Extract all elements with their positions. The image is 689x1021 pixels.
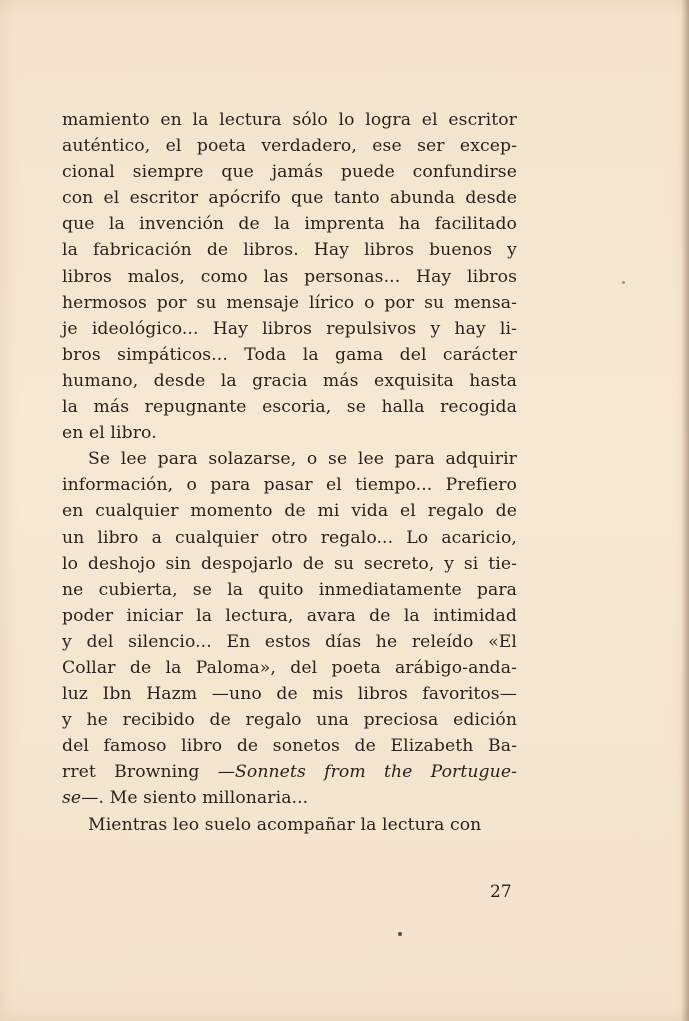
text-line: auténtico, el poeta verdadero, ese ser excep- — [62, 136, 517, 157]
text-line: poder iniciar la lectura, avara de la intimidad — [62, 605, 517, 626]
text-line: en el libro. — [62, 423, 157, 444]
text-line: ne cubierta, se la quito inmediatamente para — [62, 579, 517, 600]
page-number: 27 — [490, 882, 512, 902]
text-line: Mientras leo suelo acompañar la lectura con — [88, 814, 482, 835]
text-line: y he recibido de regalo una preciosa edición — [62, 710, 517, 731]
text-line: hermosos por su mensaje lírico o por su mensa- — [62, 292, 517, 313]
text-line: información, o para pasar el tiempo... Prefiero — [62, 475, 517, 496]
text-line: con el escritor apócrifo que tanto abunda desde — [62, 188, 517, 209]
text-line: Se lee para solazarse, o se lee para adquirir — [88, 449, 517, 470]
text-line: mamiento en la lectura sólo lo logra el escritor — [62, 110, 517, 130]
book-title-italic-end: se — [62, 788, 82, 809]
text-line: en cualquier momento de mi vida el regalo de — [62, 501, 517, 522]
text-line: Collar de la Paloma», del poeta arábigo-anda- — [62, 657, 517, 678]
text-line — [62, 785, 517, 811]
text-line: que la invención de la imprenta ha facilitado — [62, 214, 517, 235]
body-text — [62, 107, 517, 838]
text-line: la más repugnante escoria, se halla recogida — [62, 397, 517, 418]
text-segment: rret Browning — — [62, 762, 236, 783]
text-line: bros simpáticos... Toda la gama del carácter — [62, 344, 517, 365]
text-line: cional siempre que jamás puede confundirse — [62, 162, 517, 183]
text-line: y del silencio... En estos días he releído «El — [62, 631, 517, 652]
paper-speck — [622, 281, 625, 284]
page-edge-shadow — [681, 0, 689, 1021]
text-segment: —. Me siento millonaria... — [81, 788, 309, 809]
book-title-italic: Sonnets from the Portugue- — [235, 762, 518, 783]
text-line: la fabricación de libros. Hay libros buenos y — [62, 240, 517, 261]
text-line: je ideológico... Hay libros repulsivos y hay li- — [62, 318, 517, 339]
text-line: libros malos, como las personas... Hay libros — [62, 266, 517, 287]
text-line: un libro a cualquier otro regalo... Lo acaricio, — [62, 527, 517, 548]
text-line: luz Ibn Hazm —uno de mis libros favoritos— — [62, 684, 517, 705]
ink-dot — [398, 932, 402, 936]
text-line — [62, 759, 517, 785]
text-line: del famoso libro de sonetos de Elizabeth Ba- — [62, 736, 517, 757]
text-line: lo deshojo sin despojarlo de su secreto, y si tie- — [62, 553, 517, 574]
text-line: humano, desde la gracia más exquisita hasta — [62, 370, 517, 391]
